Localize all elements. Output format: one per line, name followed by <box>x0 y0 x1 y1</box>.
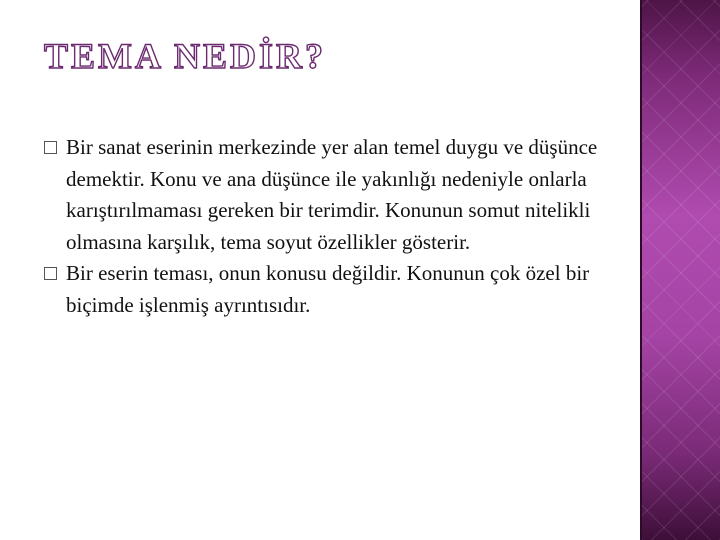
slide-title: TEMA NEDİR? <box>44 36 327 76</box>
bullet-list <box>40 132 625 321</box>
bullet-item <box>40 258 625 321</box>
bullet-item <box>40 132 625 258</box>
bullet-box-icon <box>44 141 57 154</box>
bullet-text: Bir eserin teması, onun konusu değildir. Konunun çok özel bir biçimde işlenmiş ayrıntısıdır. <box>66 261 590 317</box>
decorative-sidebar <box>642 0 720 540</box>
bullet-box-icon <box>44 267 57 280</box>
bullet-text: Bir sanat eserinin merkezinde yer alan temel duygu ve düşünce demektir. Konu ve ana düşünce ile yakınlığı nedeniyle onlarla karıştırılmaması gereken bir terimdir. Konunun somut nitelikli olmasına karşılık, tema soyut özellikler gösterir. <box>66 135 598 254</box>
